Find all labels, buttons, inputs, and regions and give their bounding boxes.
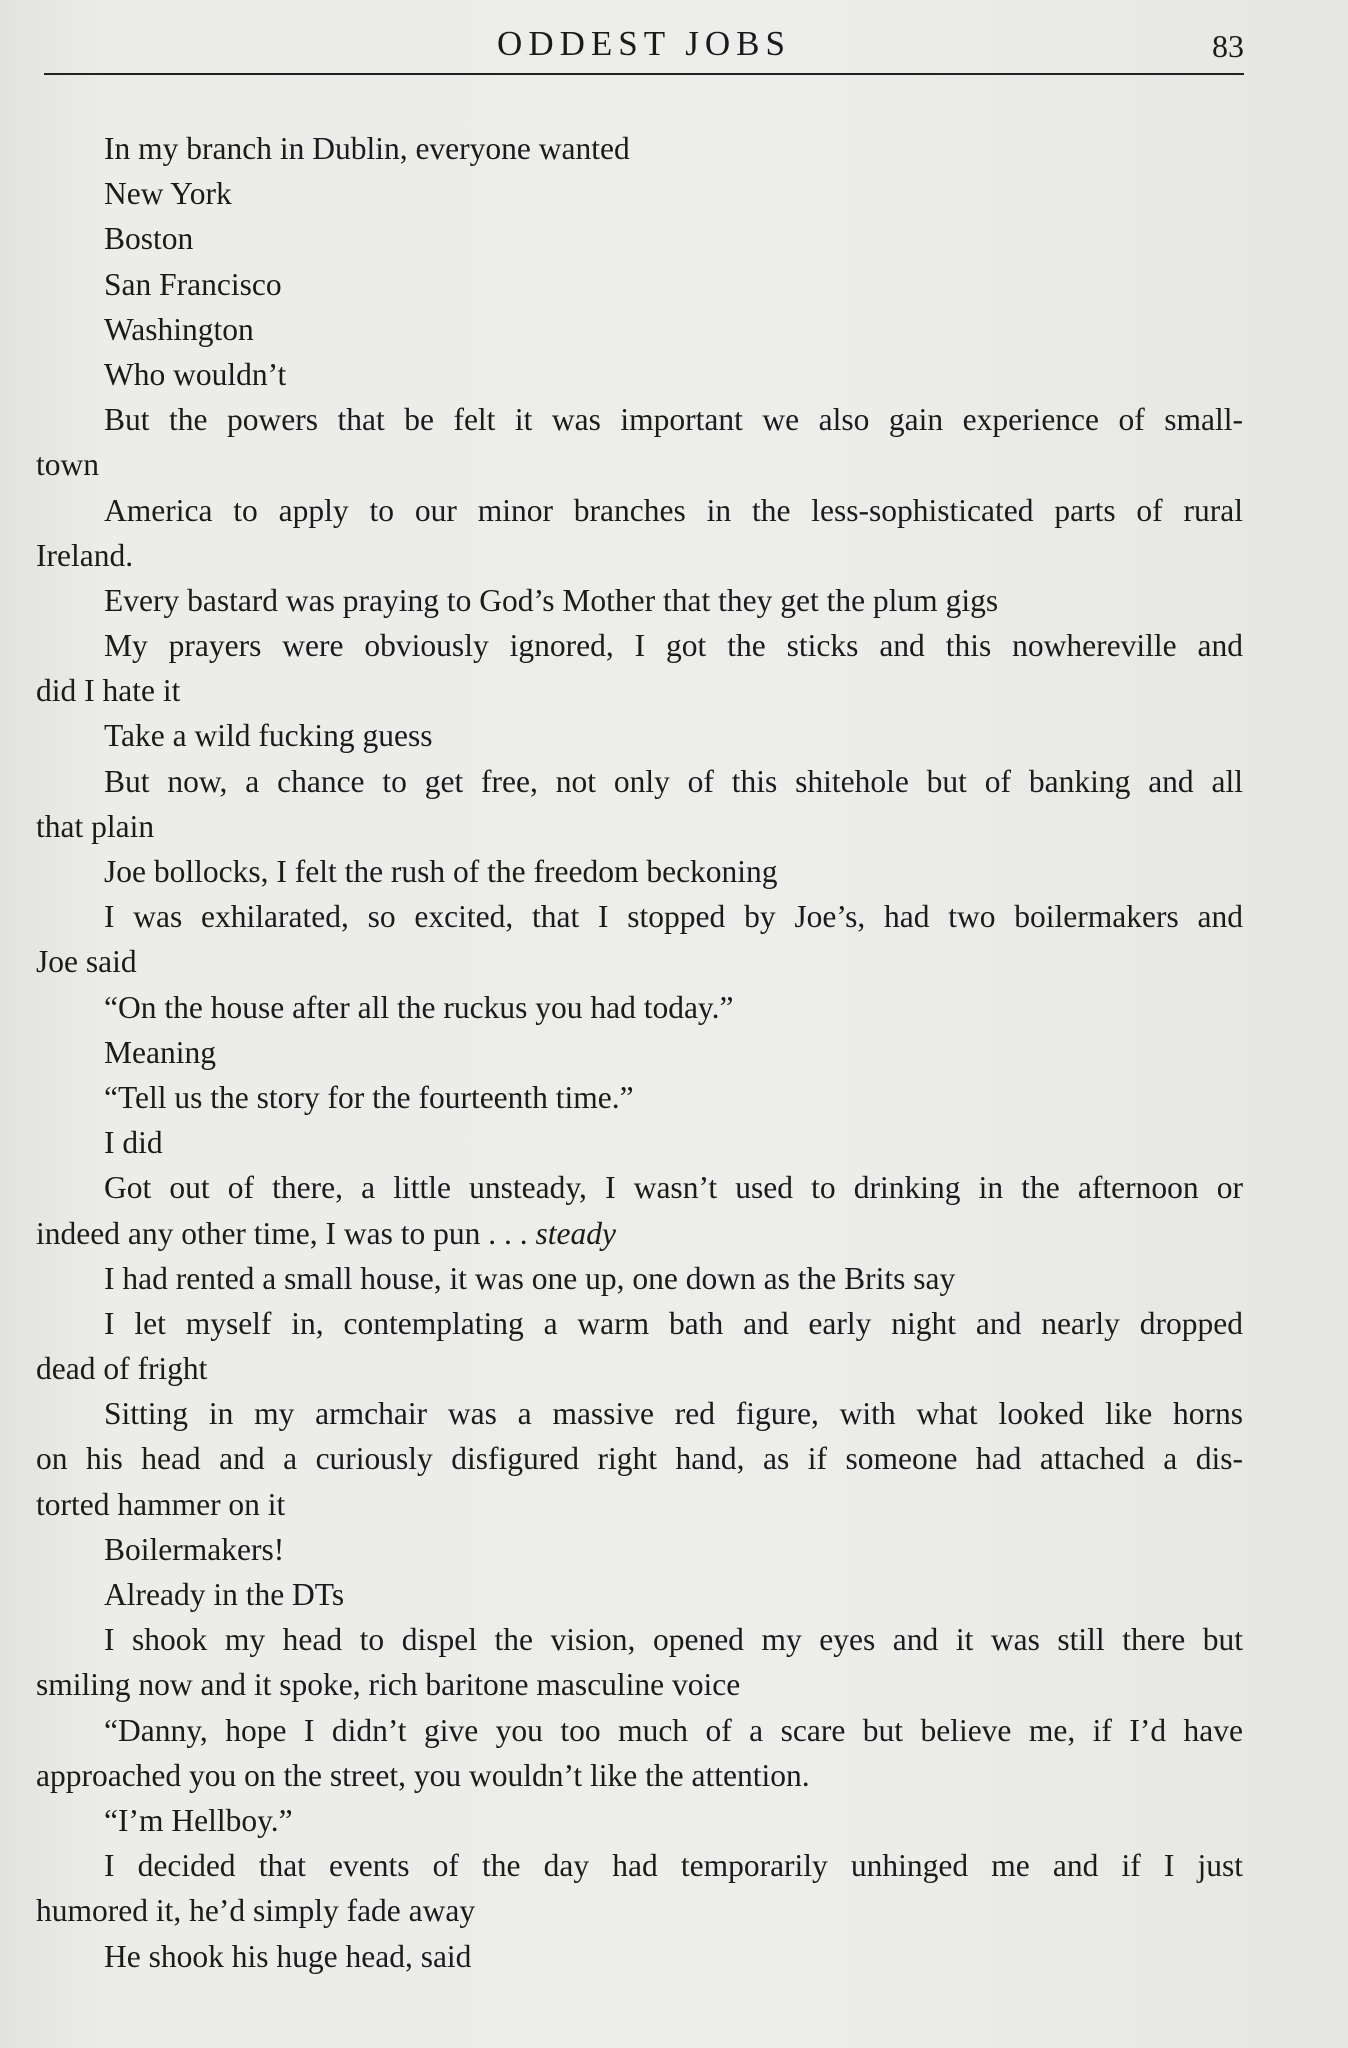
text-line: “Danny, hope I didn’t give you too much of a scare but believe me, if I’d have	[104, 1712, 1243, 1748]
text-line: did I hate it	[36, 673, 181, 709]
text-line: I let myself in, contemplating a warm bath and early night and nearly dropped	[104, 1305, 1243, 1341]
text-line: on his head and a curiously disfigured right hand, as if someone had attached a dis-	[36, 1441, 1243, 1477]
text-line: San Francisco	[104, 266, 282, 302]
text-line: “Tell us the story for the fourteenth time.”	[104, 1079, 634, 1115]
text-line: “On the house after all the ruckus you had today.”	[104, 989, 734, 1025]
text-line: torted hammer on it	[36, 1486, 286, 1522]
text-line: town	[36, 447, 99, 483]
text-line: But now, a chance to get free, not only of this shitehole but of banking and all	[104, 763, 1243, 799]
text-line: I shook my head to dispel the vision, opened my eyes and it was still there but	[104, 1622, 1243, 1658]
text-line: I decided that events of the day had temporarily unhinged me and if I just	[104, 1848, 1243, 1884]
text-line: Meaning	[104, 1034, 216, 1070]
text-line: He shook his huge head, said	[104, 1938, 472, 1974]
text-line: approached you on the street, you wouldn’t like the attention.	[36, 1757, 810, 1793]
text-line: I had rented a small house, it was one up, one down as the Brits say	[104, 1260, 956, 1296]
running-title: ODDEST JOBS	[497, 24, 791, 63]
text-line: Who wouldn’t	[104, 356, 287, 392]
text-line: smiling now and it spoke, rich baritone masculine voice	[36, 1667, 741, 1703]
text-line: Joe bollocks, I felt the rush of the freedom beckoning	[104, 854, 778, 889]
text-line: humored it, he’d simply fade away	[36, 1893, 476, 1929]
header-rule	[44, 73, 1244, 75]
page-number: 83	[1212, 28, 1244, 64]
text-line: Take a wild fucking guess	[104, 718, 433, 754]
text-line: Already in the DTs	[104, 1577, 345, 1612]
text-line: Washington	[104, 311, 254, 347]
text-line: Boston	[104, 221, 194, 257]
text-line: New York	[104, 176, 232, 212]
text-line: Boilermakers!	[104, 1531, 285, 1567]
text-line: Got out of there, a little unsteady, I wasn’t used to drinking in the afternoon or	[104, 1170, 1243, 1206]
text-line-start: indeed any other time, I was to pun . . .	[36, 1215, 536, 1251]
emphasis-steady: steady	[535, 1215, 616, 1251]
text-line: I was exhilarated, so excited, that I stopped by Joe’s, had two boilermakers and	[104, 899, 1243, 935]
text-line: I did	[104, 1125, 163, 1161]
text-line: But the powers that be felt it was important we also gain experience of small-	[104, 402, 1243, 438]
text-line	[36, 1211, 1243, 1256]
text-line: My prayers were obviously ignored, I got the sticks and this nowhereville and	[104, 628, 1243, 664]
text-line: that plain	[36, 808, 155, 844]
text-line: Every bastard was praying to God’s Mother that they get the plum gigs	[104, 582, 999, 618]
text-line: America to apply to our minor branches in the less-sophisticated parts of rural	[104, 492, 1243, 528]
text-line: Joe said	[36, 944, 137, 980]
text-line: Ireland.	[36, 537, 134, 573]
body-text	[36, 126, 1243, 1979]
text-line: Sitting in my armchair was a massive red figure, with what looked like horns	[104, 1396, 1243, 1432]
text-line: In my branch in Dublin, everyone wanted	[104, 131, 630, 166]
text-line: “I’m Hellboy.”	[104, 1802, 293, 1838]
running-head	[44, 14, 1244, 72]
text-line: dead of fright	[36, 1351, 208, 1387]
